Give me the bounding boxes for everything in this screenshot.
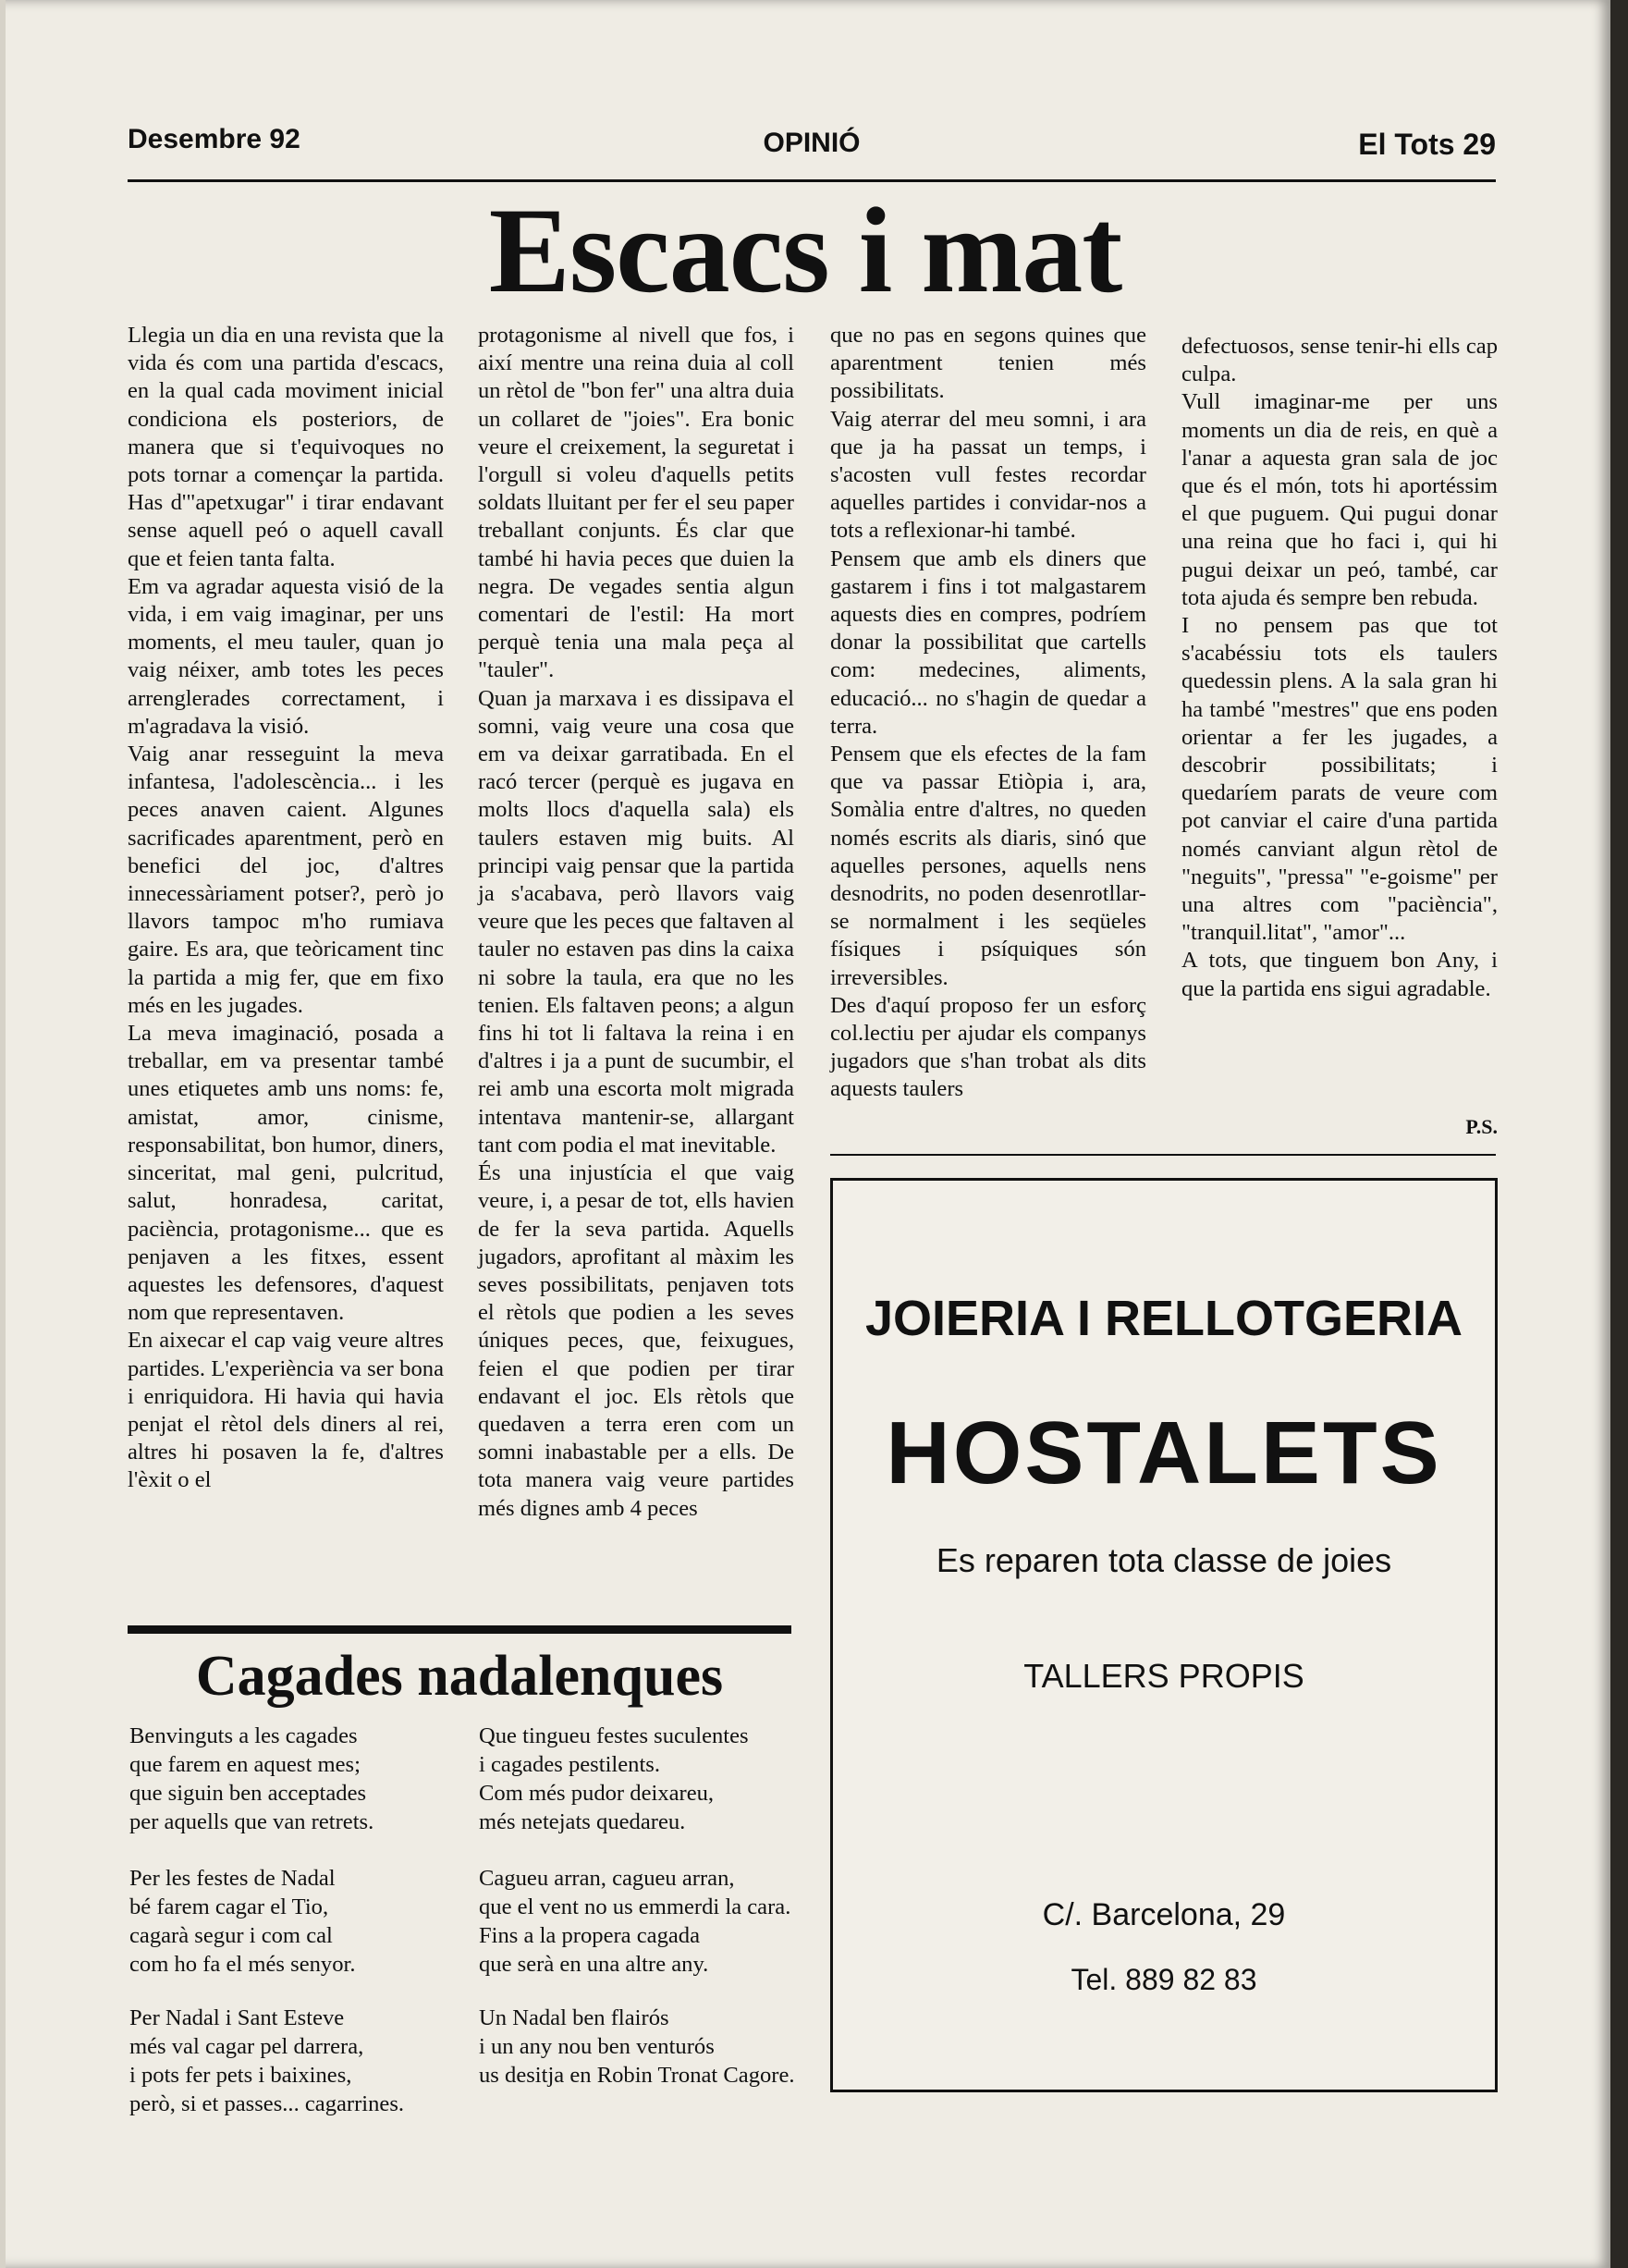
poem-line: però, si et passes... cagarrines.	[129, 2091, 405, 2116]
poem-line: que el vent no us emmerdi la cara.	[479, 1894, 791, 1919]
poem-line: que farem en aquest mes;	[129, 1752, 361, 1777]
poem-line: que serà en una altre any.	[479, 1952, 709, 1977]
poem-line: cagarà segur i com cal	[129, 1923, 333, 1948]
ad-address: C/. Barcelona, 29	[1042, 1897, 1286, 1932]
ad-tagline: Es reparen tota classe de joies	[936, 1541, 1392, 1579]
article-column-2	[478, 322, 794, 1523]
jewelry-advertisement	[830, 1178, 1498, 2092]
paragraph: Vaig anar resseguint la meva infantesa, l'adolescència... i les peces anaven caient. Algunes sacrificades aparentment, però en benefici del joc, d'altres innecessàriament potser?, però jo llavors tampoc m'ho rumiava gaire. Es ara, que teòricament tinc la partida a mig fer, que em fixo més en les jugades.	[128, 742, 444, 1018]
poem-stanza	[129, 2004, 404, 2118]
ad-business-type: JOIERIA I RELLOTGERIA	[864, 1291, 1463, 1346]
poem-line: Cagueu arran, cagueu arran,	[479, 1866, 735, 1891]
poem-stanza	[479, 1722, 749, 1836]
poem-stanza	[479, 1864, 790, 1979]
poem-top-rule	[128, 1625, 791, 1634]
poem-line: i pots fer pets i baixines,	[129, 2063, 352, 2088]
poem-stanza	[129, 1864, 356, 1979]
paragraph: Vull imaginar-me per uns moments un dia de reis, en què a l'anar a aquesta gran sala de joc que és el món, tots hi aportéssim el que puguem. Qui pugui donar una reina que ho faci i, qui hi pugui deixar un peó, també, car tota ajuda és sempre ben rebuda.	[1181, 389, 1498, 610]
poem-line: més netejats quedareu.	[479, 1809, 686, 1834]
paragraph: En aixecar el cap vaig veure altres partides. L'experiència va ser bona i enriquidora. Hi havia qui havia penjat el rètol dels diners al rei, altres hi posaven la fe, d'altres l'èxit o el	[128, 1328, 444, 1493]
paragraph: Pensem que amb els diners que gastarem i fins i tot malgastarem aquests dies en compres, podríem donar la possibilitat que cartells com: medecines, aliments, educació... no s'hagin de quedar a terra.	[830, 546, 1146, 739]
article-title: Escacs i mat	[488, 182, 1122, 318]
author-signature: P.S.	[1465, 1115, 1498, 1138]
paragraph: defectuosos, sense tenir-hi ells cap culpa.	[1181, 334, 1498, 387]
issue-date: Desembre 92	[128, 124, 300, 154]
paragraph: Vaig aterrar del meu somni, i ara que ja ha passat un temps, i s'acosten vull festes recordar aquelles partides i convidar-nos a tots a reflexionar-hi també.	[830, 406, 1146, 544]
poem-line: us desitja en Robin Tronat Cagore.	[479, 2063, 795, 2088]
paragraph: que no pas en segons quines que aparentment tenien més possibilitats.	[830, 323, 1146, 404]
publication-page-number: El Tots 29	[1358, 128, 1496, 161]
paragraph: I no pensem pas que tot s'acabéssiu tots els taulers quedessin plens. A la sala gran hi ha també "mestres" que ens poden orientar a fer les jugades, a descobrir possibilitats; i quedaríem parats de veure com pot canviar el caire d'una partida només canviant algun rètol de "neguits", "pressa" "e-goisme" per una altres com "paciència", "tranquil.litat", "amor"...	[1181, 613, 1498, 946]
poem-line: per aquells que van retrets.	[129, 1809, 374, 1834]
paragraph: Des d'aquí proposo fer un esforç col.lectiu per ajudar els companys jugadors que s'han trobat als dits aquests taulers	[830, 992, 1146, 1102]
paragraph: Pensem que els efectes de la fam que va passar Etiòpia i, ara, Somàlia entre d'altres, no queden només escrits als diaris, sinó que aquelles persones, aquells nens desnodrits, no poden desenrotllar-se normalment i les seqüeles físiques i psíquiques són irreversibles.	[830, 742, 1146, 990]
poem-line: que siguin ben acceptades	[129, 1781, 367, 1806]
poem-stanza	[479, 2004, 795, 2090]
poem-line: Per Nadal i Sant Esteve	[129, 2005, 345, 2030]
paragraph: Quan ja marxava i es dissipava el somni, vaig veure una cosa que em va deixar garratibada. En el racó tercer (perquè es jugava en molts llocs d'aquella sala) els taulers estaven mig buits. Al principi vaig pensar que la partida ja s'acabava, però llavors vaig veure que les peces que faltaven al tauler no estaven pas dins la caixa ni sobre la taula, era que no les tenien. Els faltaven peons; a algun fins hi tot li faltava la reina i en d'altres i ja a punt de sucumbir, el rei amb una escorta molt migrada intentava mantenir-se, allargant tant com podia el mat inevitable.	[478, 685, 794, 1158]
poem-line: més val cagar pel darrera,	[129, 2034, 364, 2059]
paragraph: Em va agradar aquesta visió de la vida, i em vaig imaginar, per uns moments, el meu tauler, quan jo vaig néixer, amb totes les peces arrenglerades correctament, i m'agradava la visió.	[128, 573, 444, 739]
poem-title: Cagades nadalenques	[195, 1645, 724, 1708]
poem-line: Per les festes de Nadal	[129, 1866, 336, 1891]
paragraph: protagonisme al nivell que fos, i així mentre una reina duia al coll un rètol de "bon fer" una altra duia un collaret de "joies". Era bonic veure el creixement, la seguretat i l'orgull si voleu d'aquells petits soldats lluitant per fer el seu paper treballant conjunts. És clar que també hi havia peces que duien la negra. De vegades sentia algun comentari de l'estil: Ha mort perquè tenia una mala peça al "tauler".	[478, 323, 794, 683]
poem-stanza	[129, 1722, 373, 1836]
poem-line: Benvinguts a les cagades	[129, 1723, 358, 1748]
ad-workshop-note: TALLERS PROPIS	[1023, 1657, 1304, 1695]
section-name: OPINIÓ	[763, 128, 861, 158]
divider-rule	[830, 1154, 1496, 1156]
poem-line: bé farem cagar el Tio,	[129, 1894, 329, 1919]
paragraph: La meva imaginació, posada a treballar, em va presentar també unes etiquetes amb uns noms: fe, amistat, amor, cinisme, responsabilitat, bon humor, diners, sinceritat, mal geni, pulcritud, salut, honradesa, caritat, paciència, protagonisme... que es penjaven a les fitxes, essent aquestes les defensores, d'aquest nom que representaven.	[128, 1021, 444, 1326]
paragraph: Llegia un dia en una revista que la vida és com una partida d'escacs, en la qual cada moviment inicial condiciona els posteriors, de manera que si t'equivoques no pots tornar a començar la partida. Has d'"apetxugar" i tirar endavant sense aquell peó o aquell cavall que et feien tanta falta.	[128, 323, 444, 571]
article-column-3	[830, 322, 1146, 1104]
page-edge	[0, 0, 6, 2268]
ad-business-name: HOSTALETS	[886, 1404, 1442, 1502]
article-column-1	[128, 322, 444, 1495]
poem-line: com ho fa el més senyor.	[129, 1952, 356, 1977]
poem-line: Un Nadal ben flairós	[479, 2005, 669, 2030]
poem-line: i cagades pestilents.	[479, 1752, 661, 1777]
poem-line: i un any nou ben venturós	[479, 2034, 715, 2059]
ad-phone: Tel. 889 82 83	[1071, 1963, 1257, 1996]
paragraph: A tots, que tinguem bon Any, i que la partida ens sigui agradable.	[1181, 948, 1498, 1001]
paragraph: És una injustícia el que vaig veure, i, a pesar de tot, ells havien de fer la seva partida. Aquells jugadors, aprofitant al màxim les seves possibilitats, penjaven tots el rètols que podien a les seves úniques peces, que, feixugues, feien el que podien per tirar endavant el joc. Els rètols que quedaven a terra eren com un somni inabastable per a ells. De tota manera vaig veure partides més dignes amb 4 peces	[478, 1160, 794, 1521]
poem-line: Que tingueu festes suculentes	[479, 1723, 749, 1748]
article-column-4	[1181, 333, 1498, 1003]
page-header	[128, 118, 1496, 170]
poem-line: Com més pudor deixareu,	[479, 1781, 715, 1806]
poem-line: Fins a la propera cagada	[479, 1923, 700, 1948]
